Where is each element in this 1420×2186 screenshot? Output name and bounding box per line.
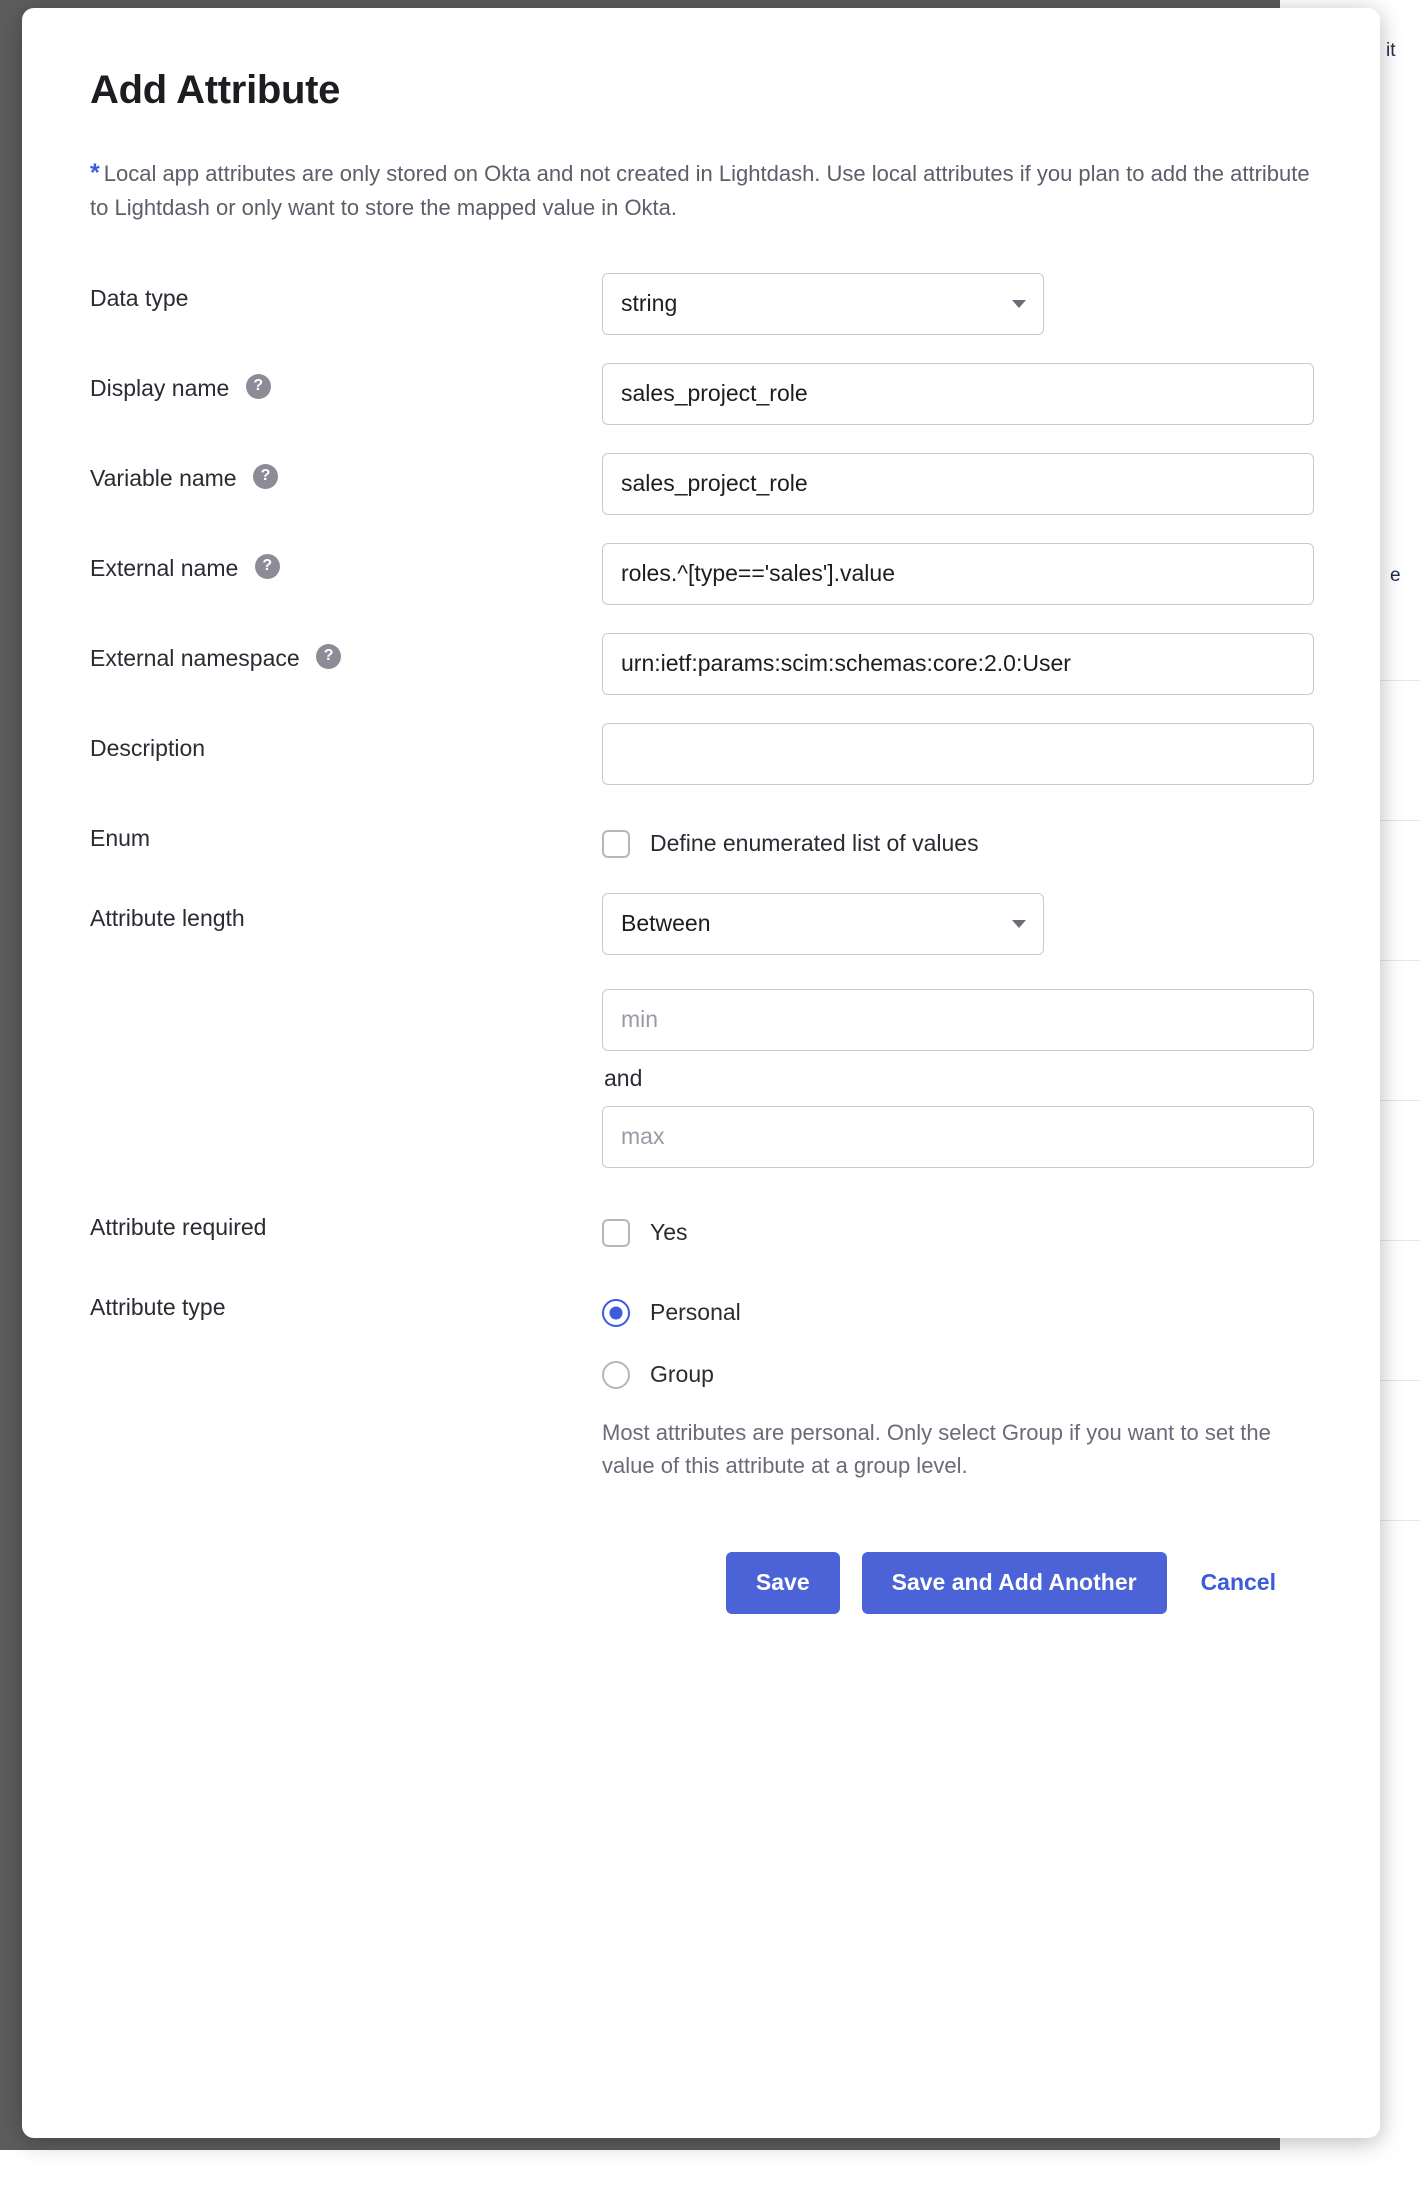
field-col [602,893,1314,1168]
chevron-down-icon [1012,920,1026,928]
cancel-button[interactable]: Cancel [1189,1552,1288,1614]
label-col [90,453,602,492]
save-button[interactable]: Save [726,1552,840,1614]
display-name-label: Display name [90,374,230,401]
label-col [90,543,602,582]
enum-checkbox[interactable] [602,830,630,858]
variable-name-input[interactable] [602,453,1314,515]
attribute-length-and-label: and [604,1064,643,1091]
label-col [90,1282,602,1321]
attribute-type-help-text: Most attributes are personal. Only select Group if you want to set the value of this attribute at a group level. [602,1419,1271,1478]
save-and-add-another-button[interactable]: Save and Add Another [862,1552,1167,1614]
attribute-type-personal-radio[interactable] [602,1299,630,1327]
label-col [90,633,602,672]
attribute-length-select[interactable] [602,893,1044,955]
field-col [602,273,1312,335]
background-text-fragment-2: e [1390,565,1401,586]
description-label: Description [90,734,206,761]
attribute-required-label: Attribute required [90,1213,267,1240]
local-attributes-note [90,155,1312,225]
data-type-select[interactable] [602,273,1044,335]
field-col [602,363,1314,425]
chevron-down-icon [1012,300,1026,308]
required-asterisk-icon: * [90,159,100,187]
field-row-external-namespace [90,633,1312,697]
enum-option-label: Define enumerated list of values [650,830,979,857]
attribute-length-max-input[interactable] [602,1106,1314,1168]
attribute-required-option-label: Yes [650,1219,688,1246]
label-col [90,893,602,932]
field-col [602,1202,1312,1264]
attribute-type-personal-label: Personal [650,1299,741,1326]
field-col [602,633,1314,695]
background-footer-area [0,2150,1420,2186]
data-type-select-value[interactable]: string [602,273,1044,335]
field-row-description [90,723,1312,787]
data-type-label: Data type [90,284,189,311]
field-row-data-type [90,273,1312,337]
field-row-external-name [90,543,1312,607]
external-name-label: External name [90,554,239,581]
field-row-attribute-required [90,1202,1312,1266]
field-col [602,813,1312,875]
field-col [602,1282,1312,1482]
add-attribute-dialog [22,8,1380,2138]
external-name-input[interactable] [602,543,1314,605]
field-row-attribute-length [90,893,1312,1168]
field-row-variable-name [90,453,1312,517]
attribute-required-checkbox[interactable] [602,1219,630,1247]
dialog-title: Add Attribute [90,68,341,112]
label-col [90,273,602,312]
enum-label: Enum [90,824,151,851]
label-col [90,363,602,402]
enum-checkbox-row[interactable] [602,813,1312,875]
variable-name-label: Variable name [90,464,237,491]
label-col [90,1202,602,1241]
display-name-input[interactable] [602,363,1314,425]
attribute-type-group-radio[interactable] [602,1361,630,1389]
field-col [602,543,1314,605]
background-text-fragment: it [1386,40,1396,61]
help-icon[interactable]: ? [255,554,280,579]
attribute-type-group-row[interactable] [602,1344,1312,1406]
attribute-type-group-label: Group [650,1361,714,1388]
attribute-required-checkbox-row[interactable] [602,1202,1312,1264]
external-namespace-label: External namespace [90,644,300,671]
external-namespace-input[interactable] [602,633,1314,695]
field-col [602,453,1314,515]
help-icon[interactable]: ? [316,644,341,669]
note-text: Local app attributes are only stored on Okta and not created in Lightdash. Use local attributes if you plan to add the attribute to Lightdash or only want to store the mapped value in Okta. [90,161,1310,220]
label-col [90,723,602,762]
attribute-type-label: Attribute type [90,1293,226,1320]
dialog-footer [90,1552,1312,1614]
description-input[interactable] [602,723,1314,785]
attribute-type-personal-row[interactable] [602,1282,1312,1344]
field-col [602,723,1314,785]
field-row-attribute-type [90,1282,1312,1482]
attribute-length-min-input[interactable] [602,989,1314,1051]
help-icon[interactable]: ? [253,464,278,489]
help-icon[interactable]: ? [246,374,271,399]
attribute-length-select-value[interactable]: Between [602,893,1044,955]
label-col [90,813,602,852]
field-row-display-name [90,363,1312,427]
field-row-enum [90,813,1312,877]
attribute-length-label: Attribute length [90,904,245,931]
